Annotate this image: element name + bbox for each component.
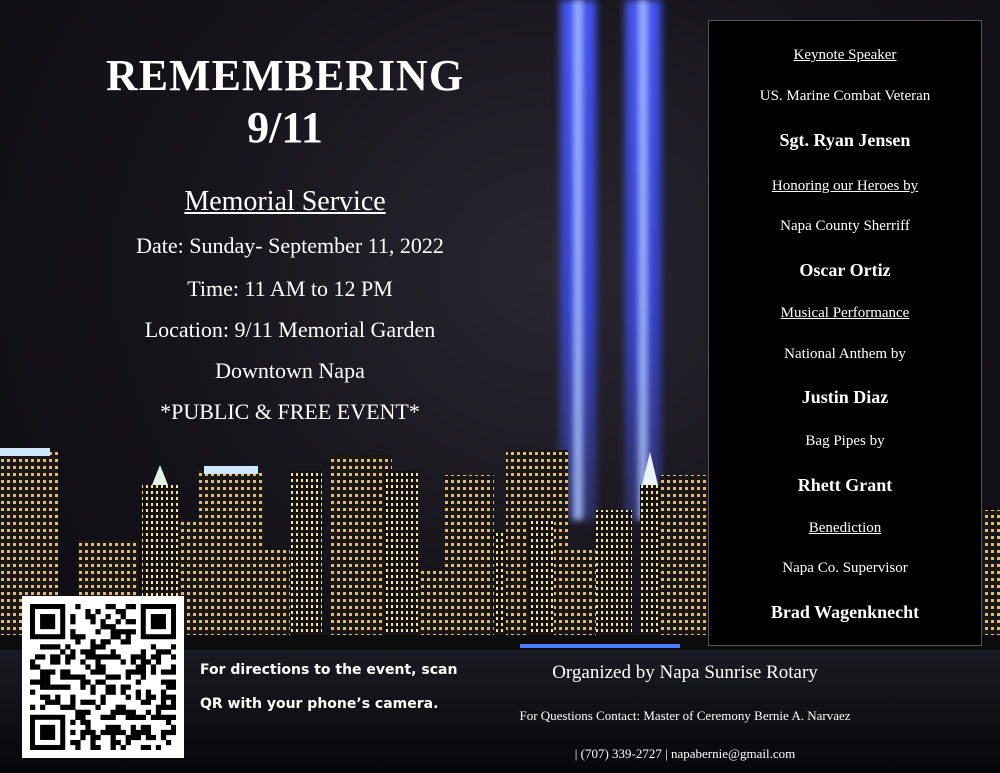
event-location-city: Downtown Napa xyxy=(215,358,365,383)
heroes-role: Napa County Sherriff xyxy=(780,218,910,234)
public-event-note: *PUBLIC & FREE EVENT* xyxy=(160,399,420,424)
qr-instruction-line2: QR with your phone’s camera. xyxy=(200,696,439,712)
poster-title-line1: REMEMBERING xyxy=(105,51,465,100)
qr-code-pattern xyxy=(30,604,176,750)
contact-phone-email: | (707) 339-2727 | napabernie@gmail.com xyxy=(574,746,796,761)
poster-title-line2: 9/11 xyxy=(247,103,323,152)
heroes-label: Honoring our Heroes by xyxy=(771,178,919,194)
anthem-name: Justin Diaz xyxy=(801,387,889,407)
organizer-text: Organized by Napa Sunrise Rotary xyxy=(552,662,818,683)
benediction-role: Napa Co. Supervisor xyxy=(782,560,908,576)
pipes-name: Rhett Grant xyxy=(797,475,893,495)
contact-line: For Questions Contact: Master of Ceremony Bernie A. Narvaez xyxy=(519,708,851,723)
keynote-label: Keynote Speaker xyxy=(793,47,897,63)
event-subtitle: Memorial Service xyxy=(184,186,386,217)
benediction-label: Benediction xyxy=(808,520,882,536)
heroes-name: Oscar Ortiz xyxy=(799,260,891,280)
event-date: Date: Sunday- September 11, 2022 xyxy=(136,233,444,258)
anthem-role: National Anthem by xyxy=(784,346,906,362)
music-label: Musical Performance xyxy=(780,305,910,321)
benediction-name: Brad Wagenknecht xyxy=(770,602,920,622)
keynote-role: US. Marine Combat Veteran xyxy=(759,88,931,104)
qr-code[interactable] xyxy=(22,596,184,758)
event-location: Location: 9/11 Memorial Garden xyxy=(144,317,436,342)
event-time: Time: 11 AM to 12 PM xyxy=(187,276,393,301)
qr-instruction-line1: For directions to the event, scan xyxy=(200,662,458,678)
pipes-role: Bag Pipes by xyxy=(805,433,885,449)
keynote-name: Sgt. Ryan Jensen xyxy=(779,130,911,150)
program-panel xyxy=(708,20,982,646)
